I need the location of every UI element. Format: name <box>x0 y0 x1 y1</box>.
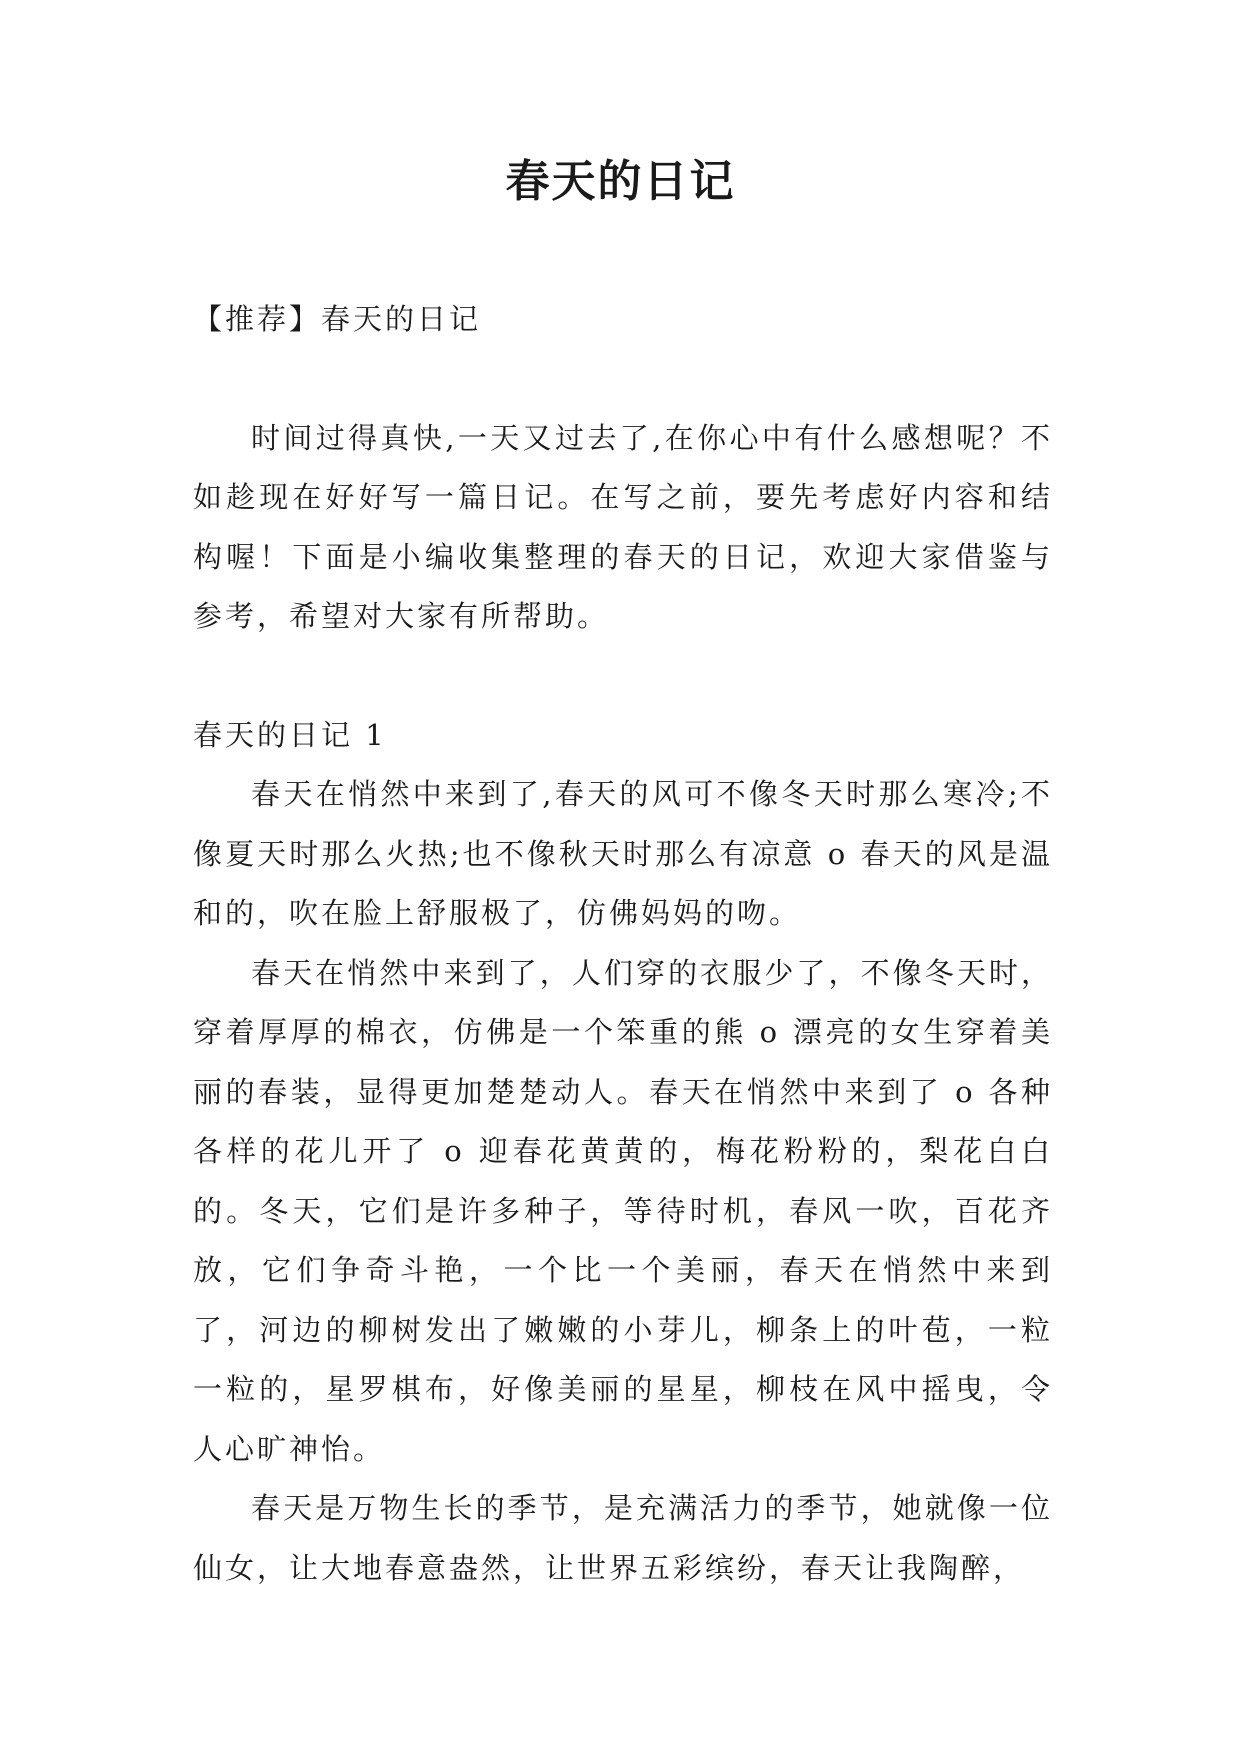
document-body <box>193 290 1053 1598</box>
intro-paragraph: 时间过得真快,一天又过去了,在你心中有什么感想呢？不如趁现在好好写一篇日记。在写之前，要先考虑好内容和结构喔！下面是小编收集整理的春天的日记，欢迎大家借鉴与参考，希望对大家有所帮助。 <box>193 420 1053 633</box>
section-heading: 春天的日记 1 <box>193 717 387 752</box>
document-title: 春天的日记 <box>505 156 736 207</box>
body-paragraph: 春天在悄然中来到了,春天的风可不像冬天时那么寒冷;不像夏天时那么火热;也不像秋天时那么有凉意 o 春天的风是温和的，吹在脸上舒服极了，仿佛妈妈的吻。 <box>193 777 1053 930</box>
body-paragraph: 春天是万物生长的季节，是充满活力的季节，她就像一位仙女，让大地春意盎然，让世界五彩缤纷，春天让我陶醉， <box>193 1491 1053 1585</box>
body-paragraph: 春天在悄然中来到了，人们穿的衣服少了，不像冬天时，穿着厚厚的棉衣，仿佛是一个笨重的熊 o 漂亮的女生穿着美丽的春装，显得更加楚楚动人。春天在悄然中来到了 o 各种各样的花儿开了 o 迎春花黄黄的，梅花粉粉的，梨花白白的。冬天，它们是许多种子，等待时机，春风一吹，百花齐放，它们争奇斗艳，一个比一个美丽，春天在悄然中来到了，河边的柳树发出了嫩嫩的小芽儿，柳条上的叶苞，一粒一粒的，星罗棋布，好像美丽的星星，柳枝在风中摇曳，令人心旷神怡。 <box>193 955 1053 1466</box>
document-subtitle: 【推荐】春天的日记 <box>193 302 482 336</box>
